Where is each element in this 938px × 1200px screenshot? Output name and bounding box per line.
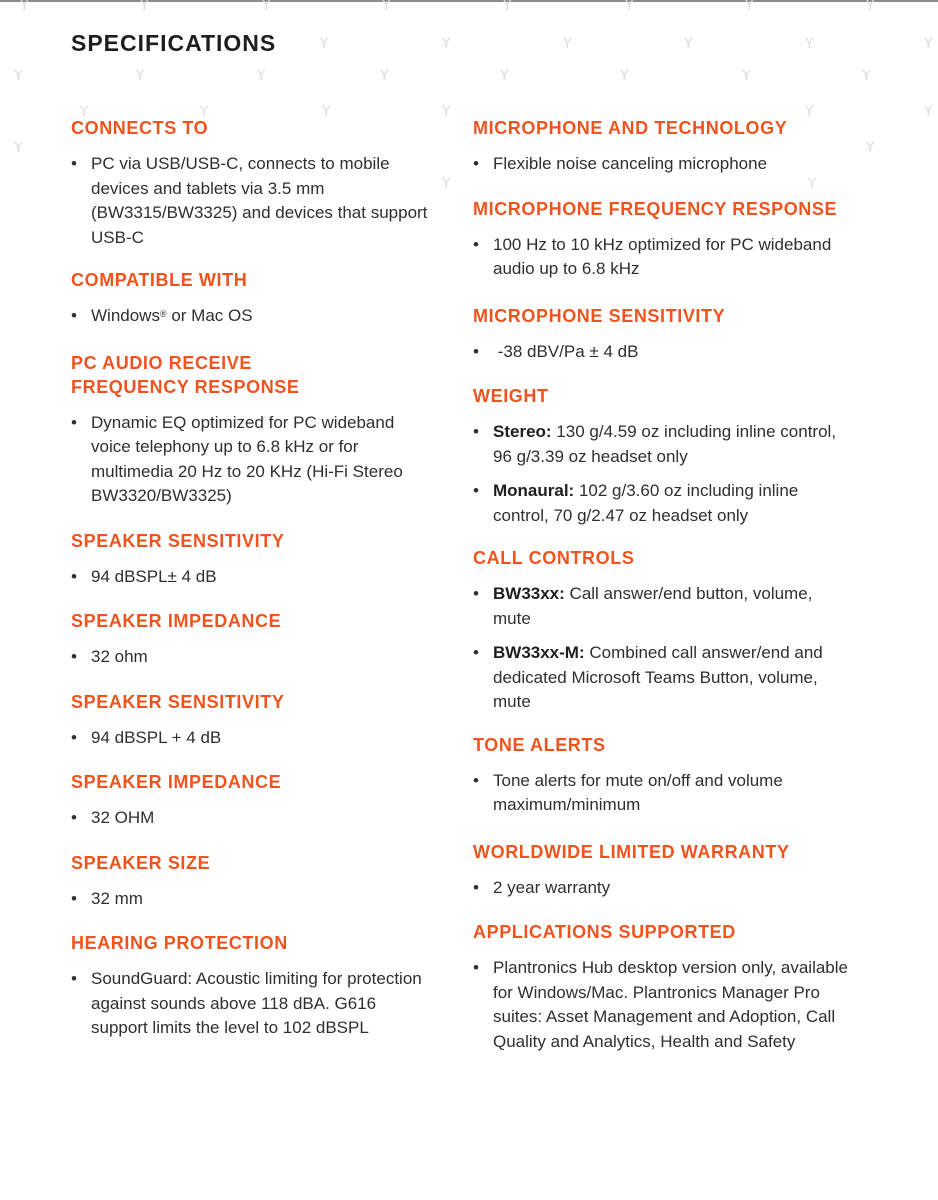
registered-mark: ® [159, 309, 167, 319]
section-heading: SPEAKER SENSITIVITY [71, 530, 285, 551]
spec-microphone-technology [473, 116, 853, 177]
section-heading [71, 351, 431, 399]
spec-item: • SoundGuard: Acoustic limiting for protection against sounds above 118 dBA. G616 support limits the level to 102 dBSPL [71, 967, 431, 1041]
spec-tone-alerts [473, 733, 853, 818]
section-heading: MICROPHONE FREQUENCY RESPONSE [473, 198, 838, 219]
spec-item: • 32 OHM [71, 806, 431, 831]
spec-item: • PC via USB/USB-C, connects to mobile devices and tablets via 3.5 mm (BW3315/BW3325) and devices that support USB-C [71, 152, 431, 250]
section-heading: SPEAKER SENSITIVITY [71, 691, 285, 712]
spec-speaker-impedance [71, 770, 431, 831]
spec-item: • 2 year warranty [473, 876, 853, 901]
spec-speaker-impedance [71, 609, 431, 670]
section-heading-line: PC AUDIO RECEIVE [71, 352, 252, 373]
spec-item-label: Monaural: [493, 481, 575, 500]
spec-speaker-sensitivity [71, 690, 431, 751]
section-heading: TONE ALERTS [473, 734, 606, 755]
spec-item [473, 641, 853, 715]
specs-right-column [473, 116, 853, 1064]
spec-item [473, 420, 853, 469]
section-heading: SPEAKER IMPEDANCE [71, 611, 282, 631]
section-heading: SPEAKER IMPEDANCE [71, 772, 282, 792]
spec-item: • 100 Hz to 10 kHz optimized for PC wideband audio up to 6.8 kHz [473, 233, 853, 282]
spec-item-text: 130 g/4.59 oz including inline control, 96 g/3.39 oz headset only [493, 422, 837, 466]
spec-warranty [473, 840, 853, 901]
spec-weight [473, 384, 853, 528]
spec-item: • 94 dBSPL± 4 dB [71, 565, 431, 590]
spec-item-label: BW33xx-M: [493, 643, 585, 662]
spec-item-text: Windows [91, 306, 160, 325]
spec-item: • Dynamic EQ optimized for PC wideband voice telephony up to 6.8 kHz or for multimedia 20 Hz to 20 KHz (Hi-Fi Stereo BW3320/BW3325) [71, 411, 431, 509]
spec-item-text: Call answer/end button, volume, mute [493, 584, 813, 628]
spec-item: • Tone alerts for mute on/off and volume maximum/minimum [473, 769, 853, 818]
watermark-pattern: Y Y Y Y Y Y Y Y Y Y Y Y Y Y Y Y Y Y Y Y Y Y Y Y Y Y Y Y Y Y Y Y [14, 0, 933, 192]
section-heading: CALL CONTROLS [473, 548, 635, 568]
spec-item-label: BW33xx: [493, 584, 565, 603]
spec-item: • 32 mm [71, 887, 431, 912]
section-heading: WEIGHT [473, 386, 549, 406]
spec-item: • Flexible noise canceling microphone [473, 152, 853, 177]
spec-item [71, 304, 431, 329]
spec-microphone-sensitivity [473, 304, 853, 365]
section-heading: SPEAKER SIZE [71, 852, 211, 873]
section-heading: HEARING PROTECTION [71, 933, 288, 953]
spec-speaker-size [71, 851, 431, 912]
spec-call-controls [473, 546, 853, 715]
spec-item [473, 479, 853, 528]
section-heading: COMPATIBLE WITH [71, 270, 248, 290]
section-heading-line: FREQUENCY RESPONSE [71, 376, 300, 397]
section-heading: CONNECTS TO [71, 118, 209, 138]
spec-speaker-sensitivity [71, 529, 431, 590]
section-heading: WORLDWIDE LIMITED WARRANTY [473, 841, 790, 862]
spec-item-text: Combined call answer/end and dedicated Microsoft Teams Button, volume, mute [493, 643, 823, 711]
page-title: SPECIFICATIONS [71, 30, 277, 56]
spec-applications-supported [473, 920, 853, 1054]
spec-pc-audio-receive [71, 351, 431, 509]
section-heading: APPLICATIONS SUPPORTED [473, 922, 736, 942]
spec-compatible-with [71, 268, 431, 329]
top-rule [0, 0, 938, 2]
spec-item: • -38 dBV/Pa ± 4 dB [473, 340, 853, 365]
specs-left-column [71, 116, 431, 1051]
spec-hearing-protection [71, 931, 431, 1041]
spec-item-text: 102 g/3.60 oz including inline control, 70 g/2.47 oz headset only [493, 481, 799, 525]
spec-item: • Plantronics Hub desktop version only, available for Windows/Mac. Plantronics Manager Pro suites: Asset Management and Adoption, Call Quality and Analytics, Health and Safety [473, 956, 853, 1054]
spec-microphone-frequency [473, 197, 853, 282]
spec-item [473, 582, 853, 631]
spec-item-text: or Mac OS [166, 306, 253, 325]
section-heading: MICROPHONE SENSITIVITY [473, 305, 726, 326]
spec-item-label: Stereo: [493, 422, 552, 441]
spec-item: • 32 ohm [71, 645, 431, 670]
section-heading: MICROPHONE AND TECHNOLOGY [473, 118, 788, 138]
spec-connects-to [71, 116, 431, 250]
spec-item: • 94 dBSPL + 4 dB [71, 726, 431, 751]
